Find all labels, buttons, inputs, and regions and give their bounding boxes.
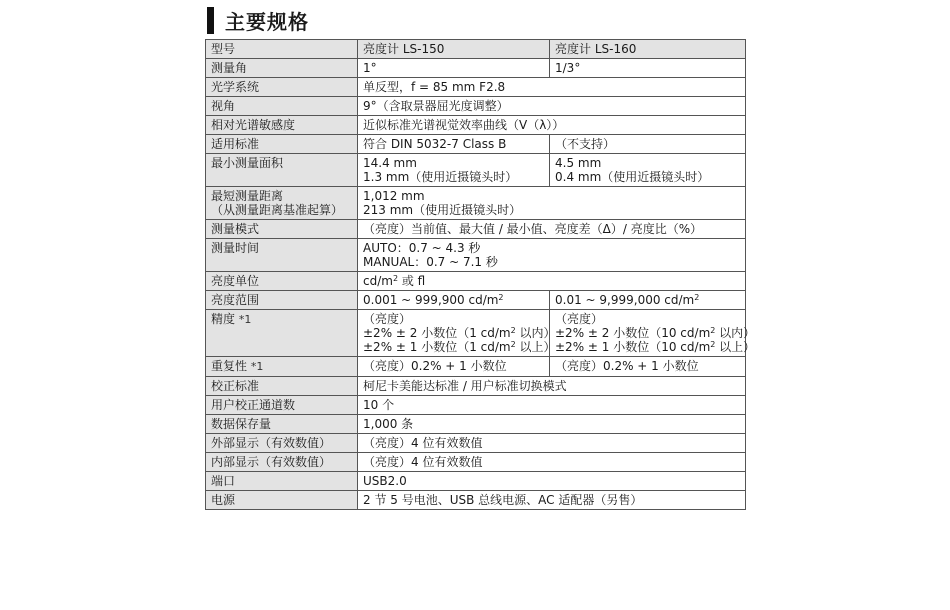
- row-label: 适用标准: [206, 135, 358, 154]
- table-row: [206, 220, 746, 239]
- table-row: [206, 116, 746, 135]
- table-row: [206, 415, 746, 434]
- table-row: [206, 491, 746, 510]
- superscript: 2: [710, 340, 716, 349]
- text-run: ±2% ± 1 小数位（1 cd/m: [363, 340, 511, 354]
- table-row: [206, 453, 746, 472]
- cell-ls150: [358, 310, 556, 357]
- cell-ls150: [358, 154, 550, 187]
- cell-ls150: 1°: [358, 59, 550, 78]
- superscript: 2: [498, 293, 504, 302]
- cell-shared: [358, 239, 746, 272]
- cell-line: 213 mm（使用近摄镜头时）: [363, 203, 522, 217]
- cell-shared: （亮度）4 位有效数值: [358, 434, 746, 453]
- spec-table: [205, 39, 756, 510]
- cell-ls160: 1/3°: [550, 59, 746, 78]
- row-label: [206, 187, 358, 220]
- cell-line: [555, 340, 756, 354]
- table-row: [206, 272, 746, 291]
- row-label: 测量模式: [206, 220, 358, 239]
- cell-line: 14.4 mm: [363, 156, 417, 170]
- table-row: [206, 472, 746, 491]
- text-run: 0.01 ~ 9,999,000 cd/m: [555, 293, 695, 307]
- table-row: [206, 154, 746, 187]
- cell-ls160: [550, 291, 746, 310]
- cell-ls160: （亮度）0.2% + 1 小数位: [550, 357, 746, 377]
- cell-shared: （亮度）4 位有效数值: [358, 453, 746, 472]
- text-run: cd/m: [363, 274, 393, 288]
- cell-line: 4.5 mm: [555, 156, 602, 170]
- text-run: 以内）: [515, 326, 556, 340]
- text-run: ±2% ± 2 小数位（10 cd/m: [555, 326, 711, 340]
- row-label: 测量时间: [206, 239, 358, 272]
- text-run: 以内）: [715, 326, 756, 340]
- row-label: 光学系统: [206, 78, 358, 97]
- text-run: 精度: [211, 312, 236, 326]
- text-run: 0.001 ~ 999,900 cd/m: [363, 293, 499, 307]
- cell-shared: 单反型，f = 85 mm F2.8: [358, 78, 746, 97]
- cell-line: AUTO：0.7 ~ 4.3 秒: [363, 241, 481, 255]
- row-label: 相对光谱敏感度: [206, 116, 358, 135]
- cell-shared: [358, 187, 746, 220]
- table-row: [206, 239, 746, 272]
- row-label: 用户校正通道数: [206, 396, 358, 415]
- row-label: 数据保存量: [206, 415, 358, 434]
- heading-title: 主要规格: [225, 9, 309, 34]
- table-row: [206, 291, 746, 310]
- cell-line: [363, 326, 556, 340]
- table-row: [206, 78, 746, 97]
- footnote-marker: *1: [238, 313, 252, 326]
- row-label-line: 最短测量距离: [211, 189, 284, 203]
- cell-ls160: [550, 310, 756, 357]
- table-row: [206, 377, 746, 396]
- cell-line: 0.4 mm（使用近摄镜头时）: [555, 170, 710, 184]
- cell-line: [363, 340, 556, 354]
- text-run: 以上）: [715, 340, 756, 354]
- superscript: 2: [510, 340, 516, 349]
- table-row: [206, 434, 746, 453]
- table-row: [206, 310, 746, 357]
- header-ls160: 亮度计 LS-160: [550, 40, 746, 59]
- row-label: 亮度单位: [206, 272, 358, 291]
- cell-line: MANUAL：0.7 ~ 7.1 秒: [363, 255, 498, 269]
- text-run: ±2% ± 2 小数位（1 cd/m: [363, 326, 511, 340]
- cell-ls150: [358, 291, 550, 310]
- text-run: 或 fl: [398, 274, 426, 288]
- cell-line: 1.3 mm（使用近摄镜头时）: [363, 170, 518, 184]
- row-label: 电源: [206, 491, 358, 510]
- row-label: 校正标准: [206, 377, 358, 396]
- cell-ls150: 符合 DIN 5032-7 Class B: [358, 135, 550, 154]
- table-row: [206, 187, 746, 220]
- superscript: 2: [710, 326, 716, 335]
- cell-shared: 2 节 5 号电池、USB 总线电源、AC 适配器（另售）: [358, 491, 746, 510]
- cell-line: （亮度）: [555, 312, 604, 326]
- cell-ls150: （亮度）0.2% + 1 小数位: [358, 357, 550, 377]
- header-ls150: 亮度计 LS-150: [358, 40, 550, 59]
- cell-shared: 1,000 条: [358, 415, 746, 434]
- cell-shared: （亮度）当前值、最大值 / 最小值、亮度差（Δ）/ 亮度比（%）: [358, 220, 746, 239]
- text-run: ±2% ± 1 小数位（10 cd/m: [555, 340, 711, 354]
- table-row: [206, 97, 746, 116]
- text-run: 以上）: [515, 340, 556, 354]
- table-row: [206, 357, 746, 377]
- table-row: [206, 135, 746, 154]
- cell-line: [555, 326, 756, 340]
- superscript: 2: [510, 326, 516, 335]
- row-label: 视角: [206, 97, 358, 116]
- table-row: [206, 396, 746, 415]
- heading-bar: [207, 7, 214, 34]
- superscript: 2: [694, 293, 700, 302]
- table-row: [206, 59, 746, 78]
- cell-ls160: （不支持）: [550, 135, 746, 154]
- cell-ls160: [550, 154, 746, 187]
- row-label: 端口: [206, 472, 358, 491]
- cell-shared: 柯尼卡美能达标准 / 用户标准切换模式: [358, 377, 746, 396]
- cell-shared: 近似标准光谱视觉效率曲线（V（λ））: [358, 116, 746, 135]
- row-label: 最小测量面积: [206, 154, 358, 187]
- header-model: 型号: [206, 40, 358, 59]
- row-label-line: （从测量距离基准起算）: [211, 203, 344, 217]
- section-heading: [207, 6, 309, 34]
- table-header-row: [206, 40, 746, 59]
- cell-line: （亮度）: [363, 312, 412, 326]
- superscript: 2: [392, 274, 399, 283]
- row-label: 亮度范围: [206, 291, 358, 310]
- row-label: 测量角: [206, 59, 358, 78]
- text-run: 重复性: [211, 359, 248, 373]
- cell-shared: USB2.0: [358, 472, 746, 491]
- row-label: 内部显示（有效数值）: [206, 453, 358, 472]
- row-label: 外部显示（有效数值）: [206, 434, 358, 453]
- row-label: [206, 310, 358, 357]
- footnote-marker: *1: [250, 360, 264, 373]
- cell-shared: 9°（含取景器屈光度调整）: [358, 97, 746, 116]
- cell-shared: 10 个: [358, 396, 746, 415]
- row-label: [206, 357, 358, 377]
- cell-line: 1,012 mm: [363, 189, 425, 203]
- cell-shared: [358, 272, 746, 291]
